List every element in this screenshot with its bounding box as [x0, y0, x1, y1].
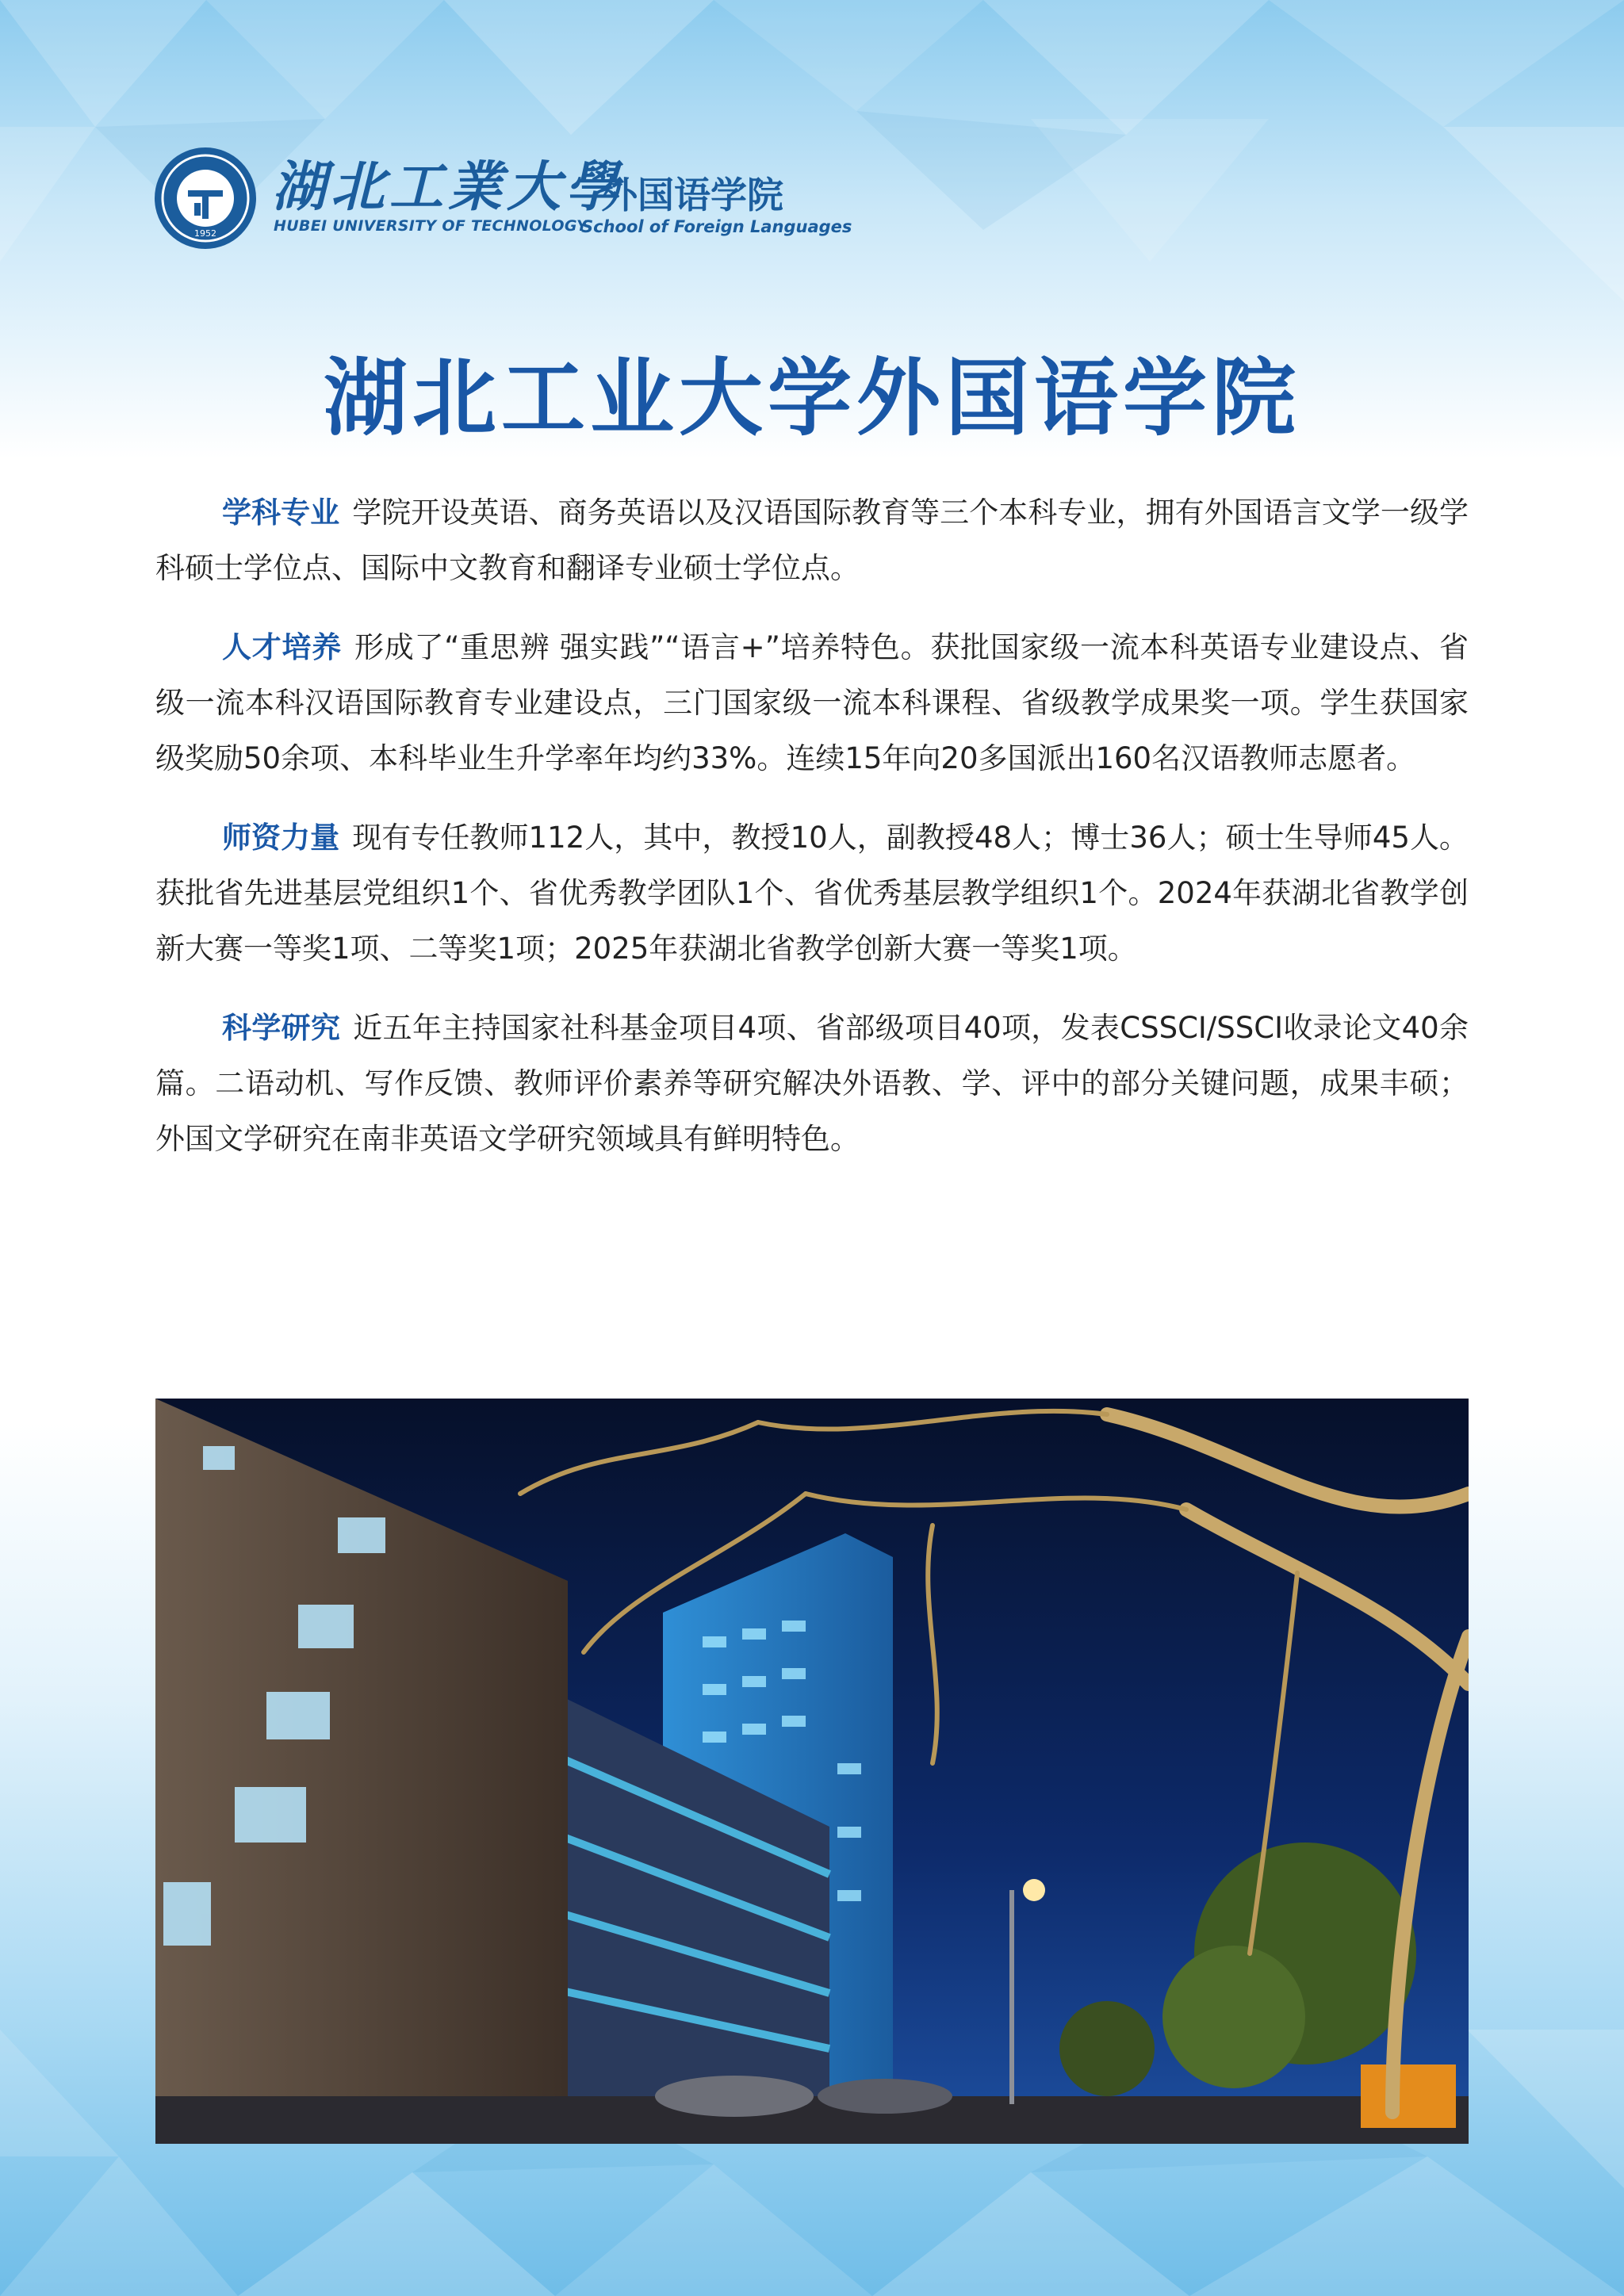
university-name-cn: 湖北工業大學	[272, 155, 625, 219]
section-heading: 师资力量	[222, 821, 340, 855]
university-name-en: HUBEI UNIVERSITY OF TECHNOLOGY	[274, 217, 588, 235]
section-heading: 科学研究	[222, 1011, 341, 1045]
campus-night-photo	[155, 1399, 1469, 2144]
section-faculty	[155, 810, 1469, 977]
section-discipline	[155, 485, 1469, 596]
university-seal-icon	[153, 146, 258, 251]
section-talent	[155, 620, 1469, 786]
section-heading: 学科专业	[222, 496, 340, 530]
section-research	[155, 1001, 1469, 1167]
header-logo	[153, 141, 851, 252]
school-name-en: School of Foreign Languages	[581, 217, 852, 236]
body-content	[155, 485, 1469, 1191]
school-name-cn: 外国语学院	[601, 174, 783, 216]
section-body: 现有专任教师112人，其中，教授10人，副教授48人；博士36人；硕士生导师45人。获批省先进基层党组织1个、省优秀教学团队1个、省优秀基层教学组织1个。2024年获湖北省教学创新大赛一等奖1项、二等奖1项；2025年获湖北省教学创新大赛一等奖1项。	[155, 821, 1469, 966]
section-heading: 人才培养	[222, 630, 342, 664]
svg-text:1952: 1952	[194, 228, 216, 239]
page-title: 湖北工业大学外国语学院	[324, 348, 1300, 447]
section-body: 学院开设英语、商务英语以及汉语国际教育等三个本科专业，拥有外国语言文学一级学科硕士学位点、国际中文教育和翻译专业硕士学位点。	[155, 496, 1469, 585]
section-body: 形成了“重思辨 强实践”“语言+”培养特色。获批国家级一流本科英语专业建设点、省级一流本科汉语国际教育专业建设点，三门国家级一流本科课程、省级教学成果奖一项。学生获国家级奖励50余项、本科毕业生升学率年均约33%。连续15年向20多国派出160名汉语教师志愿者。	[155, 630, 1469, 775]
section-body: 近五年主持国家社科基金项目4项、省部级项目40项，发表CSSCI/SSCI收录论文40余篇。二语动机、写作反馈、教师评价素养等研究解决外语教、学、评中的部分关键问题，成果丰硕；外国文学研究在南非英语文学研究领域具有鲜明特色。	[155, 1011, 1469, 1156]
